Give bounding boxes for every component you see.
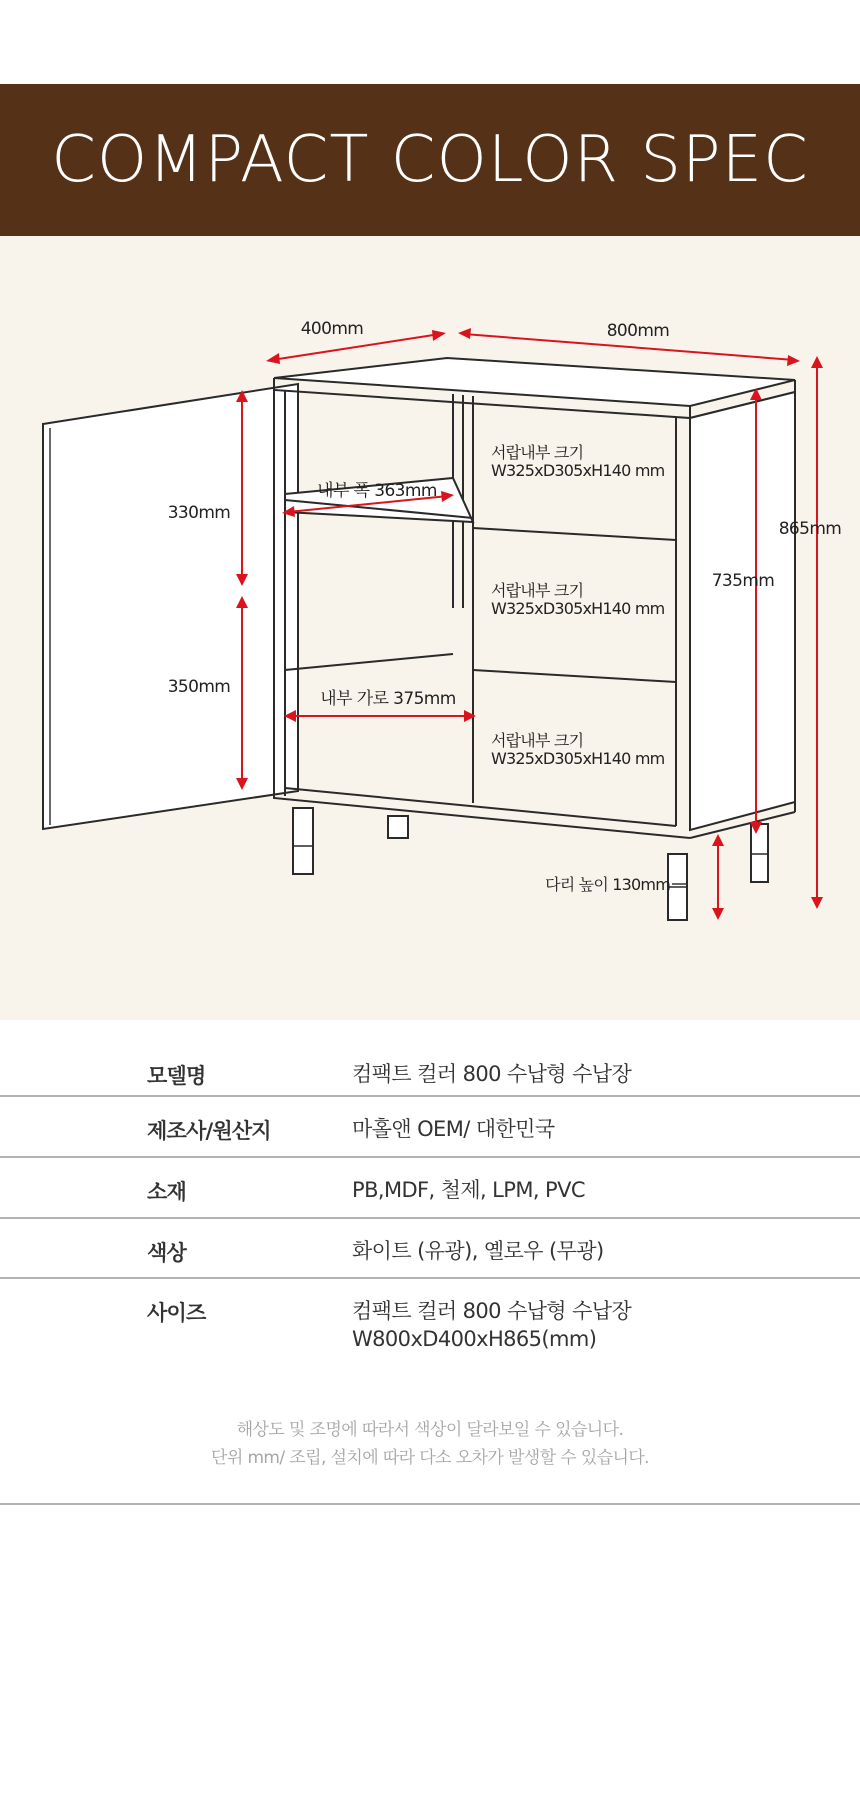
cabinet-top <box>274 358 795 406</box>
spec-key: 모델명 <box>147 1064 206 1088</box>
dimension-diagram <box>0 236 860 1020</box>
spec-row-color <box>0 1219 860 1279</box>
cabinet-side <box>690 392 795 830</box>
inner-width-label: 내부 폭 363mm <box>317 481 437 501</box>
bottom-divider <box>0 1503 860 1505</box>
total-height-label: 865mm <box>778 519 842 539</box>
spec-banner <box>0 84 860 236</box>
inner-length-label: 내부 가로 375mm <box>320 689 456 709</box>
spec-key: 색상 <box>147 1241 186 1265</box>
note-line: 해상도 및 조명에 따라서 색상이 달라보일 수 있습니다. <box>236 1420 624 1440</box>
spec-key: 사이즈 <box>147 1301 206 1325</box>
spec-row-model <box>0 1042 860 1097</box>
upper-height-label: 330mm <box>167 503 231 523</box>
spec-key: 소재 <box>147 1180 186 1204</box>
lower-height-label: 350mm <box>167 677 231 697</box>
drawer-2-title: 서랍내부 크기 <box>491 581 584 600</box>
drawer-3-title: 서랍내부 크기 <box>491 731 584 750</box>
leg-back-right <box>751 824 768 882</box>
spec-value: 마홀앤 OEM/ 대한민국 <box>352 1117 555 1141</box>
disclaimer-notes <box>0 1416 860 1472</box>
note-line: 단위 mm/ 조립, 설치에 따라 다소 오차가 발생할 수 있습니다. <box>211 1448 649 1468</box>
spec-row-size <box>0 1279 860 1369</box>
spec-value: PB,MDF, 철제, LPM, PVC <box>352 1178 585 1202</box>
drawer-2-size: W325xD305xH140 mm <box>491 599 665 618</box>
drawer-1-title: 서랍내부 크기 <box>491 443 584 462</box>
drawer-divider-1 <box>473 528 676 540</box>
spec-value: 화이트 (유광), 옐로우 (무광) <box>352 1239 604 1263</box>
banner-title: COMPACT COLOR SPEC <box>51 123 809 197</box>
drawer-divider-2 <box>473 670 676 682</box>
spec-key: 제조사/원산지 <box>147 1119 271 1143</box>
drawer-1-size: W325xD305xH140 mm <box>491 461 665 480</box>
drawer-3-size: W325xD305xH140 mm <box>491 749 665 768</box>
leg-front-left <box>293 808 313 874</box>
inner-height-label: 735mm <box>711 571 775 591</box>
depth-label: 400mm <box>300 319 364 339</box>
leg-back-left <box>388 816 408 838</box>
cabinet-drawing <box>0 236 860 1020</box>
spec-row-manufacturer <box>0 1097 860 1158</box>
open-door <box>43 384 298 829</box>
spec-row-material <box>0 1158 860 1219</box>
spec-value: 컴팩트 컬러 800 수납형 수납장 <box>352 1062 632 1086</box>
spec-value: 컴팩트 컬러 800 수납형 수납장 W800xD400xH865(mm) <box>352 1299 632 1351</box>
width-label: 800mm <box>606 321 670 341</box>
leg-height-label: 다리 높이 130mm <box>545 875 670 894</box>
spec-table <box>0 1042 860 1369</box>
